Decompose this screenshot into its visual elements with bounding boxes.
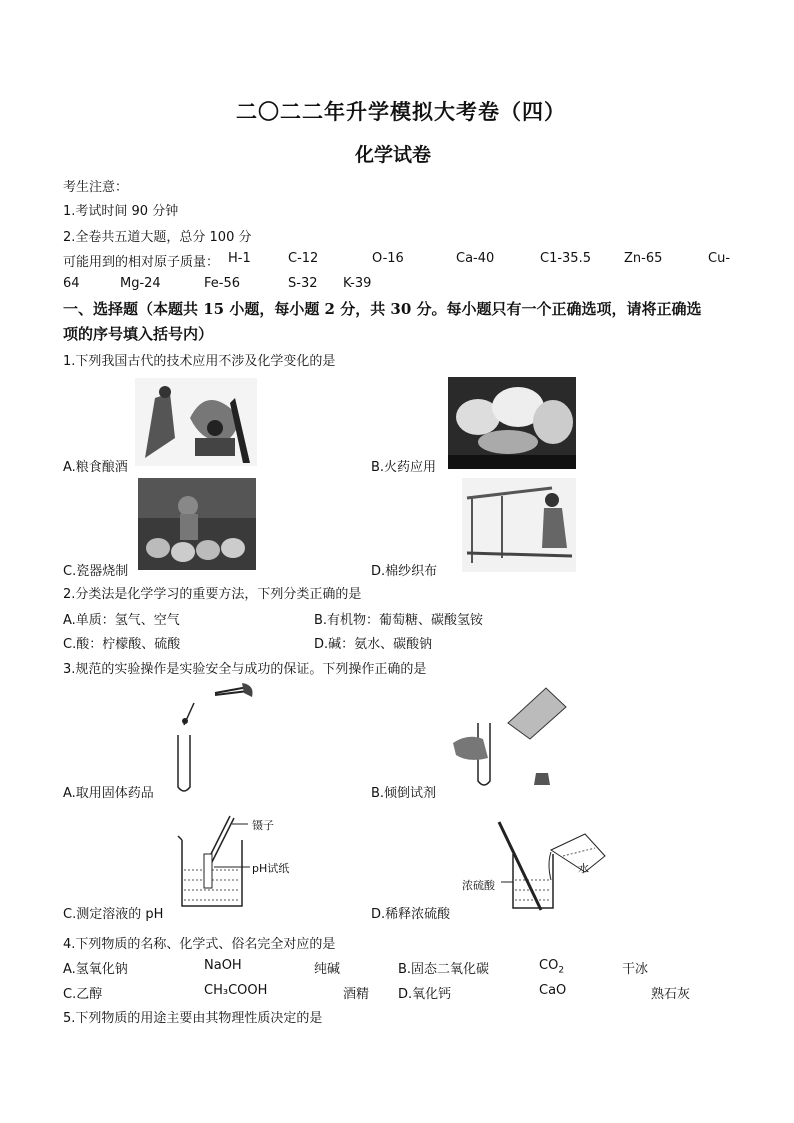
atomic-mass: K-39	[343, 276, 372, 291]
option-formula	[539, 958, 564, 976]
page-title: 二〇二二年升学模拟大考卷（四）	[236, 99, 566, 124]
solid-reagent-diagram	[170, 683, 260, 795]
option-common-name: 干冰	[622, 962, 649, 977]
question-stem: 3.规范的实验操作是实验安全与成功的保证。下列操作正确的是	[63, 662, 427, 677]
notice-heading: 考生注意：	[63, 180, 129, 195]
dilute-acid-diagram	[455, 820, 615, 916]
co2-subscript: 2	[558, 965, 565, 976]
option-common-name: 纯碱	[314, 962, 341, 977]
question-stem: 5.下列物质的用途主要由其物理性质决定的是	[63, 1011, 323, 1026]
atomic-mass: Ca-40	[456, 251, 495, 266]
option-formula: CH₃COOH	[204, 983, 268, 998]
option-formula: NaOH	[204, 958, 242, 973]
liquor-brewing-image	[135, 378, 257, 466]
atomic-label: 可能用到的相对原子质量：	[63, 255, 220, 270]
option-label: B.有机物：葡萄糖、碳酸氢铵	[314, 613, 484, 628]
option-label: C.酸：柠檬酸、硫酸	[63, 637, 181, 652]
section-heading: 项的序号填入括号内）	[63, 325, 214, 343]
gunpowder-image	[448, 377, 576, 469]
cotton-weaving-image	[462, 478, 576, 572]
option-label: A.单质：氢气、空气	[63, 613, 180, 628]
diagram-label: 水	[578, 862, 589, 875]
section-heading: 一、选择题（本题共 15 小题，每小题 2 分，共 30 分。每小题只有一个正确选项，请将正确选	[63, 300, 702, 318]
ph-test-diagram	[170, 812, 330, 912]
question-stem: 1.下列我国古代的技术应用不涉及化学变化的是	[63, 354, 336, 369]
question-stem: 4.下列物质的名称、化学式、俗名完全对应的是	[63, 937, 336, 952]
atomic-mass: 64	[63, 276, 80, 291]
option-label: D.棉纱织布	[371, 564, 438, 579]
option-common-name: 酒精	[343, 987, 370, 1002]
diagram-label: 浓硫酸	[462, 879, 495, 892]
option-label: D.稀释浓硫酸	[371, 907, 451, 922]
atomic-mass: C1-35.5	[540, 251, 591, 266]
option-name: D.氧化钙	[398, 987, 452, 1002]
co2-formula: CO	[539, 958, 559, 973]
question-stem: 2.分类法是化学学习的重要方法，下列分类正确的是	[63, 587, 362, 602]
atomic-mass: Fe-56	[204, 276, 240, 291]
pour-reagent-diagram	[448, 683, 568, 795]
option-label: C.瓷器烧制	[63, 564, 129, 579]
atomic-mass: Mg-24	[120, 276, 161, 291]
atomic-mass: C-12	[288, 251, 319, 266]
atomic-mass: H-1	[228, 251, 251, 266]
atomic-mass: O-16	[372, 251, 404, 266]
option-label: A.粮食酿酒	[63, 460, 128, 475]
notice-item: 1.考试时间 90 分钟	[63, 204, 179, 219]
option-name: B.固态二氧化碳	[398, 962, 490, 977]
page-subtitle: 化学试卷	[355, 144, 432, 166]
option-label: C.测定溶液的 pH	[63, 907, 164, 922]
atomic-mass: S-32	[288, 276, 318, 291]
diagram-label: pH试纸	[252, 862, 290, 875]
diagram-label: 镊子	[252, 819, 274, 832]
porcelain-kiln-image	[138, 478, 256, 570]
option-formula: CaO	[539, 983, 567, 998]
option-label: B.倾倒试剂	[371, 786, 437, 801]
atomic-mass: Cu-	[708, 251, 731, 266]
option-common-name: 熟石灰	[651, 987, 691, 1002]
option-label: A.取用固体药品	[63, 786, 154, 801]
atomic-mass: Zn-65	[624, 251, 663, 266]
option-label: D.碱：氨水、碳酸钠	[314, 637, 433, 652]
option-name: A.氢氧化钠	[63, 962, 128, 977]
option-label: B.火药应用	[371, 460, 437, 475]
notice-item: 2.全卷共五道大题，总分 100 分	[63, 230, 252, 245]
option-name: C.乙醇	[63, 987, 103, 1002]
